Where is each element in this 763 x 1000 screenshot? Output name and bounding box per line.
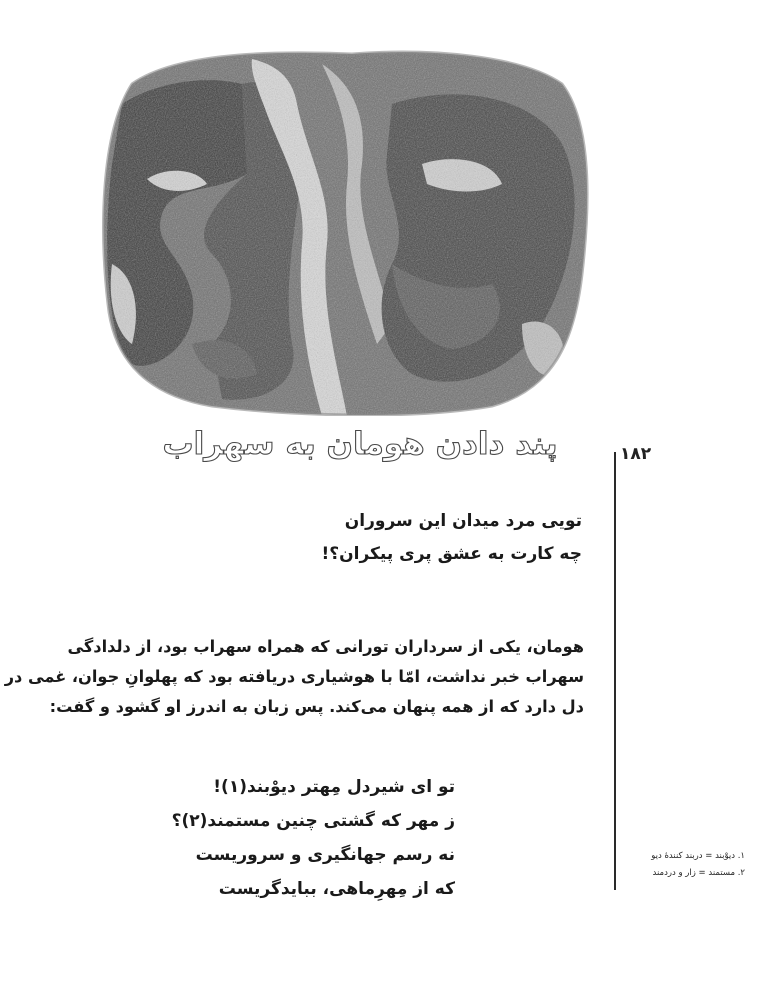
page-number: ۱۸۲ — [620, 444, 652, 464]
footnote: ۱. دیوْبند = دربند کنندهٔ دیو — [651, 851, 745, 861]
prose-line: دل دارد که از همه پنهان می‌کند. پس زبان به اندرز او گشود و گفت: — [49, 697, 584, 716]
verse-line: نه رسم جهانگیری و سروریست — [195, 845, 455, 865]
verse-line: ز مهر که گشتی چنین مستمند(۲)؟ — [171, 811, 455, 831]
margin-rule — [614, 452, 616, 890]
page-title: پند دادن هومان به سهراب — [162, 426, 558, 462]
footnote: ۲. مستمند = زار و دردمند — [652, 868, 745, 878]
verse-block-1 — [240, 505, 582, 571]
verse-block-2 — [171, 770, 455, 906]
verse-line: که از مِهرِماهی، ببایدگریست — [218, 879, 455, 899]
illustration-two-faces — [92, 44, 592, 416]
verse-line: تویی مرد میدان این سروران — [344, 511, 582, 531]
verse-line: چه کارت به عشق پری پیکران؟! — [321, 544, 582, 564]
footnotes — [619, 848, 745, 882]
verse-line: تو ای شیردل مِهتر دیوْبند(۱)! — [213, 777, 455, 797]
prose-paragraph — [4, 632, 584, 722]
prose-line: سهراب خبر نداشت، امّا با هوشیاری دریافته بود که پهلوانِ جوان، غمی در — [4, 667, 584, 686]
prose-line: هومان، یکی از سرداران تورانی که همراه سهراب بود، از دلدادگی — [67, 637, 584, 656]
